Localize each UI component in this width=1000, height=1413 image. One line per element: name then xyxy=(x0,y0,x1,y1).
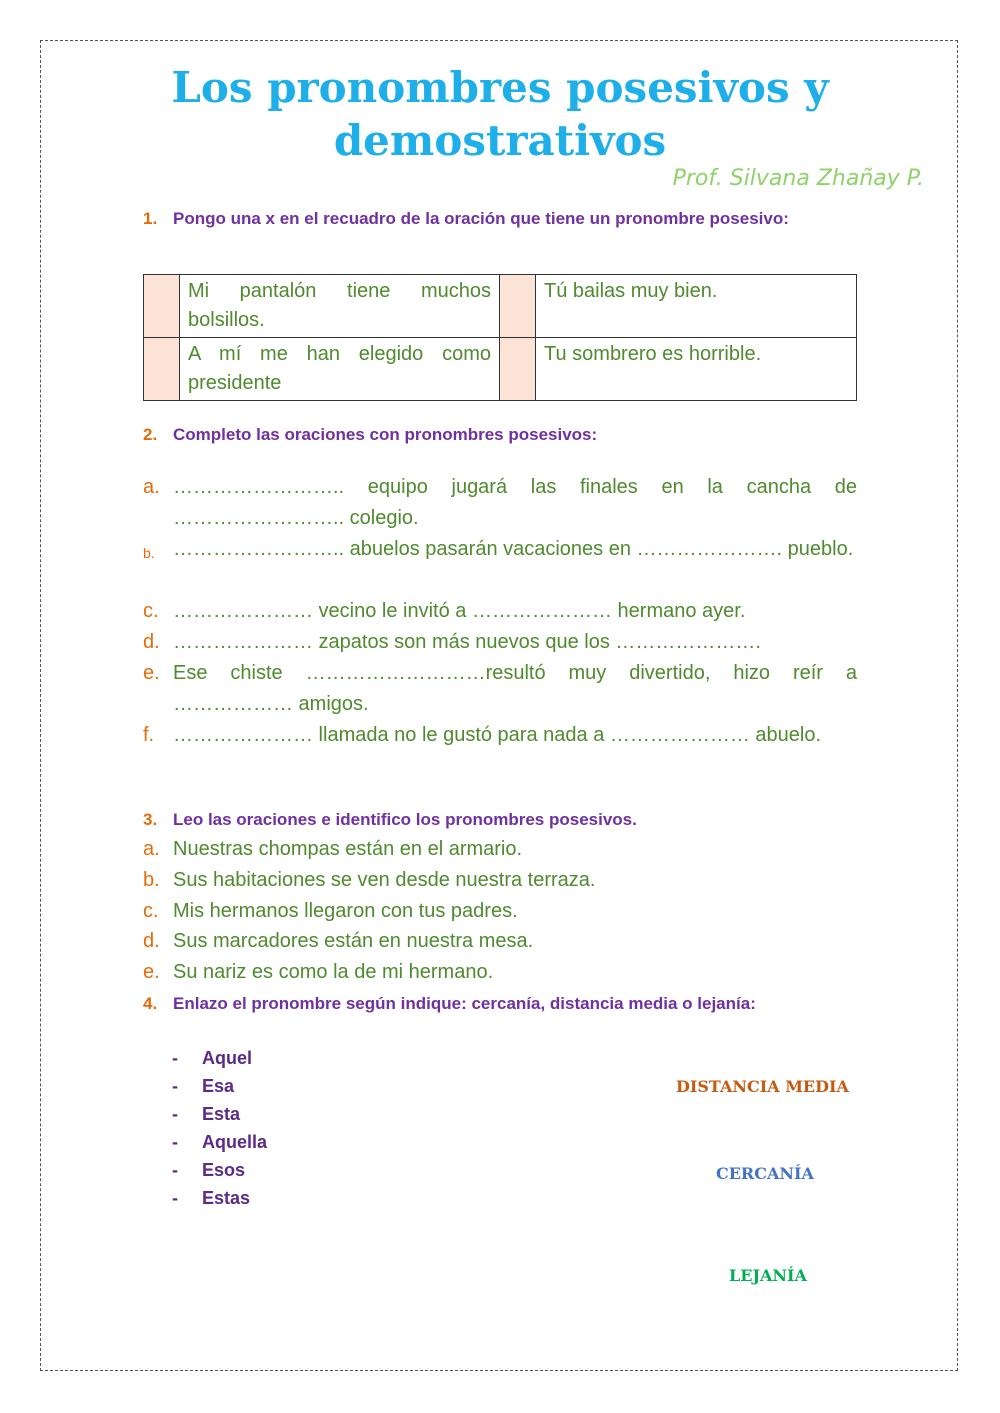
question-4 xyxy=(143,990,857,1018)
list-item xyxy=(143,658,857,720)
pronoun-item[interactable]: - Esta xyxy=(172,1104,241,1124)
list-item xyxy=(143,957,857,988)
list-item xyxy=(143,627,857,658)
item-text: ………………… llamada no le gustó para nada a ………………… abuelo. xyxy=(173,724,822,746)
author: Prof. Silvana Zhañay P. xyxy=(672,166,924,191)
item-letter: b. xyxy=(143,869,160,891)
item-letter: a. xyxy=(143,838,160,860)
item-letter: d. xyxy=(143,930,160,952)
checkbox-cell[interactable] xyxy=(144,275,180,338)
item-letter: e. xyxy=(143,961,160,983)
question-number: 1. xyxy=(143,209,158,228)
item-text: Sus habitaciones se ven desde nuestra terraza. xyxy=(173,869,596,891)
category-lejania[interactable]: LEJANÍA xyxy=(729,1266,807,1285)
list-item xyxy=(143,596,857,627)
item-letter: a. xyxy=(143,476,160,498)
item-text: Nuestras chompas están en el armario. xyxy=(173,838,523,860)
pronoun-label: Estas xyxy=(202,1188,251,1208)
sentence-cell: Tú bailas muy bien. xyxy=(536,275,857,338)
title-line-1: Los pronombres posesivos y xyxy=(171,63,829,112)
item-text: Su nariz es como la de mi hermano. xyxy=(173,961,494,983)
question-number: 2. xyxy=(143,425,158,444)
title-line-2: demostrativos xyxy=(333,116,667,165)
sentence-cell: Tu sombrero es horrible. xyxy=(536,338,857,401)
question-1 xyxy=(143,205,857,233)
list-item xyxy=(143,834,857,865)
table-row xyxy=(144,275,857,338)
item-letter: d. xyxy=(143,631,160,653)
list-item xyxy=(143,896,857,927)
pronoun-label: Esos xyxy=(202,1160,246,1180)
pronoun-label: Esta xyxy=(202,1104,241,1124)
category-distancia-media[interactable]: DISTANCIA MEDIA xyxy=(676,1077,849,1096)
list-item xyxy=(143,472,857,534)
question-text: Completo las oraciones con pronombres posesivos: xyxy=(173,425,598,444)
pronoun-item[interactable]: - Aquel xyxy=(172,1048,253,1068)
answer-table xyxy=(143,274,857,401)
item-letter: b. xyxy=(143,545,155,561)
item-letter: f. xyxy=(143,724,155,746)
sentence-cell: Mi pantalón tiene muchos bolsillos. xyxy=(180,275,500,338)
checkbox-cell[interactable] xyxy=(500,338,536,401)
item-text: …………………….. abuelos pasarán vacaciones en …………………. pueblo. xyxy=(173,538,854,560)
question-text: Leo las oraciones e identifico los pronombres posesivos. xyxy=(173,810,637,829)
question-number: 4. xyxy=(143,994,158,1013)
question-text: Pongo una x en el recuadro de la oración que tiene un pronombre posesivo: xyxy=(173,209,789,228)
pronoun-label: Esa xyxy=(202,1076,235,1096)
list-item xyxy=(143,720,857,751)
item-text: ………………… zapatos son más nuevos que los …………………. xyxy=(173,631,761,653)
item-letter: c. xyxy=(143,900,159,922)
checkbox-cell[interactable] xyxy=(500,275,536,338)
pronoun-label: Aquella xyxy=(202,1132,268,1152)
question-text: Enlazo el pronombre según indique: cercanía, distancia media o lejanía: xyxy=(173,994,756,1013)
list-item xyxy=(143,534,857,565)
pronoun-label: Aquel xyxy=(202,1048,253,1068)
sentence-cell: A mí me han elegido como presidente xyxy=(180,338,500,401)
list-item xyxy=(143,865,857,896)
list-item xyxy=(143,926,857,957)
pronoun-item[interactable]: - Esa xyxy=(172,1076,235,1096)
item-text: …………………….. equipo jugará las finales en la cancha de …………………….. colegio. xyxy=(173,476,857,529)
item-text: Sus marcadores están en nuestra mesa. xyxy=(173,930,534,952)
item-text: ………………… vecino le invitó a ………………… hermano ayer. xyxy=(173,600,746,622)
question-2 xyxy=(143,421,857,449)
item-text: Ese chiste ………………………resultó muy divertido, hizo reír a ……………… amigos. xyxy=(173,662,857,715)
pronoun-item[interactable]: - Esos xyxy=(172,1160,246,1180)
item-letter: c. xyxy=(143,600,159,622)
category-cercania[interactable]: CERCANÍA xyxy=(716,1164,814,1183)
item-text: Mis hermanos llegaron con tus padres. xyxy=(173,900,518,922)
item-letter: e. xyxy=(143,662,160,684)
pronoun-item[interactable]: - Aquella xyxy=(172,1132,268,1152)
question-number: 3. xyxy=(143,810,158,829)
question-3 xyxy=(143,806,857,834)
checkbox-cell[interactable] xyxy=(144,338,180,401)
pronoun-item[interactable]: - Estas xyxy=(172,1188,251,1208)
table-row xyxy=(144,338,857,401)
